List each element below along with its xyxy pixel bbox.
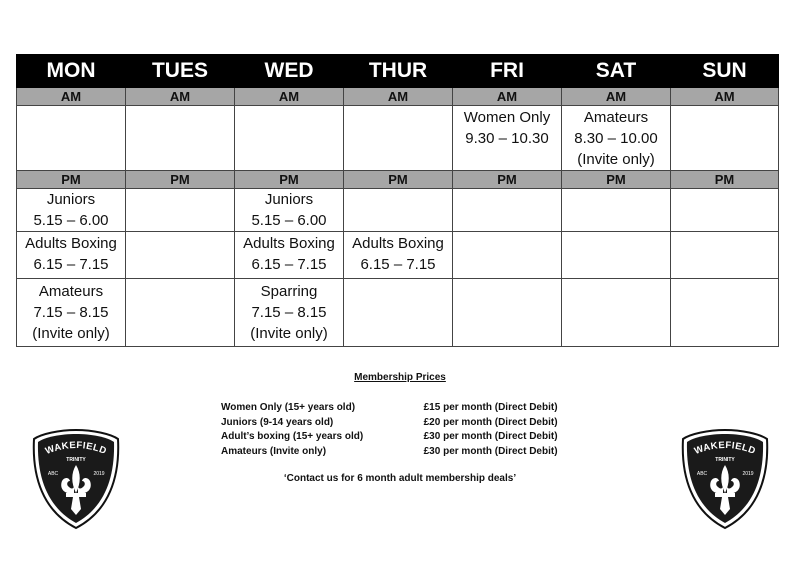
session-text: 7.15 – 8.15 xyxy=(251,304,327,321)
session-text: (Invite only) xyxy=(250,325,328,342)
empty-cell xyxy=(17,106,126,171)
am-label: AM xyxy=(453,88,562,106)
logo-right-text: 2019 xyxy=(742,471,754,477)
membership-price: £30 per month (Direct Debit) xyxy=(423,431,558,442)
membership-note: ‘Contact us for 6 month adult membership deals’ xyxy=(283,473,517,484)
day-header: THUR xyxy=(344,55,453,88)
am-label: AM xyxy=(562,88,671,106)
session-text: 5.15 – 6.00 xyxy=(251,212,327,229)
session-text: Sparring xyxy=(260,283,318,300)
am-session-row xyxy=(17,106,779,171)
logo-line1: WAKEFIELD xyxy=(692,439,758,457)
logo-line2: TRINITY xyxy=(66,457,86,463)
membership-price: £15 per month (Direct Debit) xyxy=(423,402,558,413)
session-text: 7.15 – 8.15 xyxy=(33,304,109,321)
membership-name: Women Only (15+ years old) xyxy=(221,402,356,413)
session-text: Adults Boxing xyxy=(243,235,335,252)
day-header: MON xyxy=(17,55,126,88)
session-text: 8.30 – 10.00 xyxy=(574,130,658,147)
logo-line1: WAKEFIELD xyxy=(43,439,109,457)
membership-row xyxy=(221,430,581,445)
pm-label: PM xyxy=(126,171,235,189)
club-logo xyxy=(31,427,121,531)
session-text: Juniors xyxy=(46,191,96,208)
day-header: TUES xyxy=(126,55,235,88)
club-crest-icon xyxy=(31,427,121,531)
session-cell xyxy=(17,232,126,279)
empty-cell xyxy=(671,106,779,171)
pm-label-row xyxy=(17,171,779,189)
session-text: Juniors xyxy=(264,191,314,208)
empty-cell xyxy=(671,279,779,347)
pm-session-row xyxy=(17,279,779,347)
pm-label: PM xyxy=(235,171,344,189)
membership-row xyxy=(221,445,581,460)
session-text: Adults Boxing xyxy=(352,235,444,252)
logo-line2: TRINITY xyxy=(715,457,735,463)
membership-price: £20 per month (Direct Debit) xyxy=(423,416,558,428)
session-cell xyxy=(235,189,344,232)
logo-left-text: ABC xyxy=(696,471,708,477)
day-header: SUN xyxy=(671,55,779,88)
session-text: Amateurs xyxy=(583,109,649,126)
membership-row xyxy=(221,401,581,416)
pm-label: PM xyxy=(17,171,126,189)
empty-cell xyxy=(126,232,235,279)
empty-cell xyxy=(344,106,453,171)
empty-cell xyxy=(126,189,235,232)
session-cell xyxy=(344,232,453,279)
day-header: SAT xyxy=(562,55,671,88)
session-text: Adults Boxing xyxy=(25,235,117,252)
timetable xyxy=(16,54,779,347)
club-crest-icon xyxy=(680,427,770,531)
session-text: (Invite only) xyxy=(577,151,655,168)
pm-label: PM xyxy=(453,171,562,189)
logo-left-text: ABC xyxy=(47,471,59,477)
am-label: AM xyxy=(126,88,235,106)
membership-title: Membership Prices xyxy=(354,372,446,383)
empty-cell xyxy=(562,279,671,347)
session-text: 5.15 – 6.00 xyxy=(33,212,109,229)
session-cell xyxy=(235,232,344,279)
am-label: AM xyxy=(344,88,453,106)
empty-cell xyxy=(344,279,453,347)
empty-cell xyxy=(671,189,779,232)
empty-cell xyxy=(671,232,779,279)
membership-price: £30 per month (Direct Debit) xyxy=(423,445,558,457)
session-cell xyxy=(562,106,671,171)
session-text: (Invite only) xyxy=(32,325,110,342)
club-logo xyxy=(680,427,770,531)
empty-cell xyxy=(453,189,562,232)
empty-cell xyxy=(344,189,453,232)
empty-cell xyxy=(453,232,562,279)
membership-name: Amateurs (Invite only) xyxy=(221,445,327,457)
session-cell xyxy=(235,279,344,347)
am-label: AM xyxy=(671,88,779,106)
membership-row xyxy=(221,416,581,431)
membership-name: Adult’s boxing (15+ years old) xyxy=(221,431,364,442)
pm-session-row xyxy=(17,232,779,279)
logo-right-text: 2019 xyxy=(93,471,105,477)
empty-cell xyxy=(562,189,671,232)
empty-cell xyxy=(453,279,562,347)
empty-cell xyxy=(235,106,344,171)
empty-cell xyxy=(562,232,671,279)
am-label-row xyxy=(17,88,779,106)
empty-cell xyxy=(126,279,235,347)
membership-name: Juniors (9-14 years old) xyxy=(221,416,334,428)
am-label: AM xyxy=(235,88,344,106)
empty-cell xyxy=(126,106,235,171)
day-header: WED xyxy=(235,55,344,88)
pm-session-row xyxy=(17,189,779,232)
session-cell xyxy=(17,189,126,232)
session-text: 6.15 – 7.15 xyxy=(33,256,109,273)
session-text: 6.15 – 7.15 xyxy=(251,256,327,273)
session-text: 9.30 – 10.30 xyxy=(465,130,549,147)
session-text: 6.15 – 7.15 xyxy=(360,256,436,273)
session-text: Women Only xyxy=(463,109,551,126)
am-label: AM xyxy=(17,88,126,106)
session-cell xyxy=(17,279,126,347)
pm-label: PM xyxy=(344,171,453,189)
pm-label: PM xyxy=(562,171,671,189)
session-text: Amateurs xyxy=(38,283,104,300)
day-header: FRI xyxy=(453,55,562,88)
session-cell xyxy=(453,106,562,171)
day-header-row xyxy=(17,55,779,88)
pm-label: PM xyxy=(671,171,779,189)
membership-price-list xyxy=(221,401,581,459)
